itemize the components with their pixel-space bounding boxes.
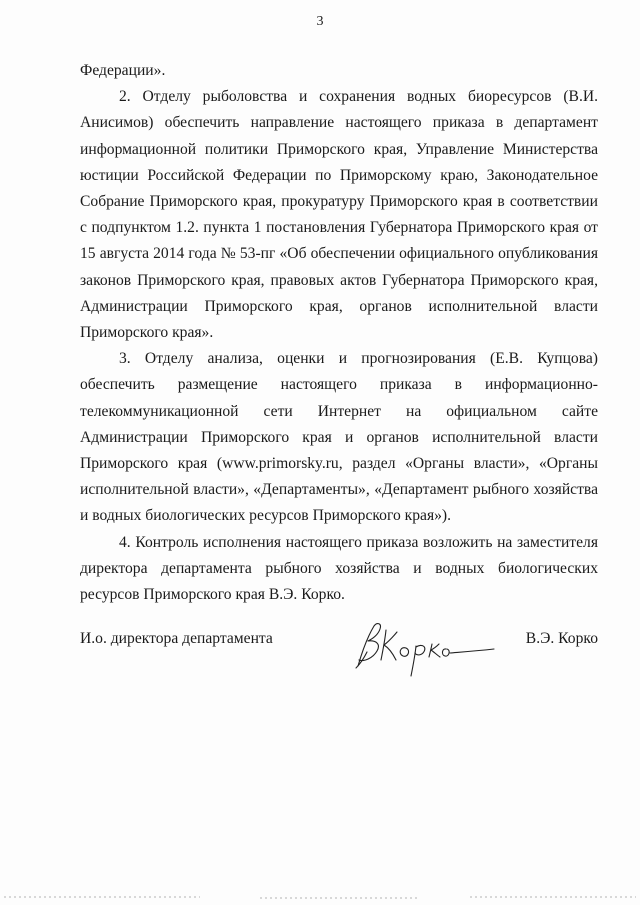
page-number: 3 <box>316 14 324 29</box>
paragraph-item-2: 2. Отделу рыболовства и сохранения водных биоресурсов (В.И. Анисимов) обеспечить направление настоящего приказа в департамент информационной политики Приморского края, Управление Министерства юстиции Российской Федерации по Приморскому краю, Законодательное Собрание Приморского края, прокуратуру Приморского края в соответствии с подпунктом 1.2. пункта 1 постановления Губернатора Приморского края от 15 августа 2014 года № 53-пг «Об обеспечении официального опубликования законов Приморского края, правовых актов Губернатора Приморского края, Администрации Приморского края, органов исполнительной власти Приморского края». <box>80 88 598 342</box>
paragraph-item-3: 3. Отделу анализа, оценки и прогнозирования (Е.В. Купцова) обеспечить размещение настоящего приказа в информационно-телекоммуникационной сети Интернет на официальном сайте Администрации Приморского края и органов исполнительной власти Приморского края (www.primorsky.ru, раздел «Органы власти», «Органы исполнительной власти», «Департаменты», «Департамент рыбного хозяйства и водных биологических ресурсов Приморского края»). <box>80 350 598 525</box>
paragraph-item-4: 4. Контроль исполнения настоящего приказа возложить на заместителя директора департамента рыбного хозяйства и водных биологических ресурсов Приморского края В.Э. Корко. <box>80 533 598 604</box>
paragraph-continuation: Федерации». <box>80 62 166 79</box>
signer-title: И.о. директора департамента <box>80 630 273 647</box>
document-body <box>80 58 598 608</box>
handwritten-signature <box>350 616 500 680</box>
signature-block <box>80 620 598 680</box>
scan-edge-artifact <box>0 892 640 902</box>
signer-name: В.Э. Корко <box>525 630 598 647</box>
